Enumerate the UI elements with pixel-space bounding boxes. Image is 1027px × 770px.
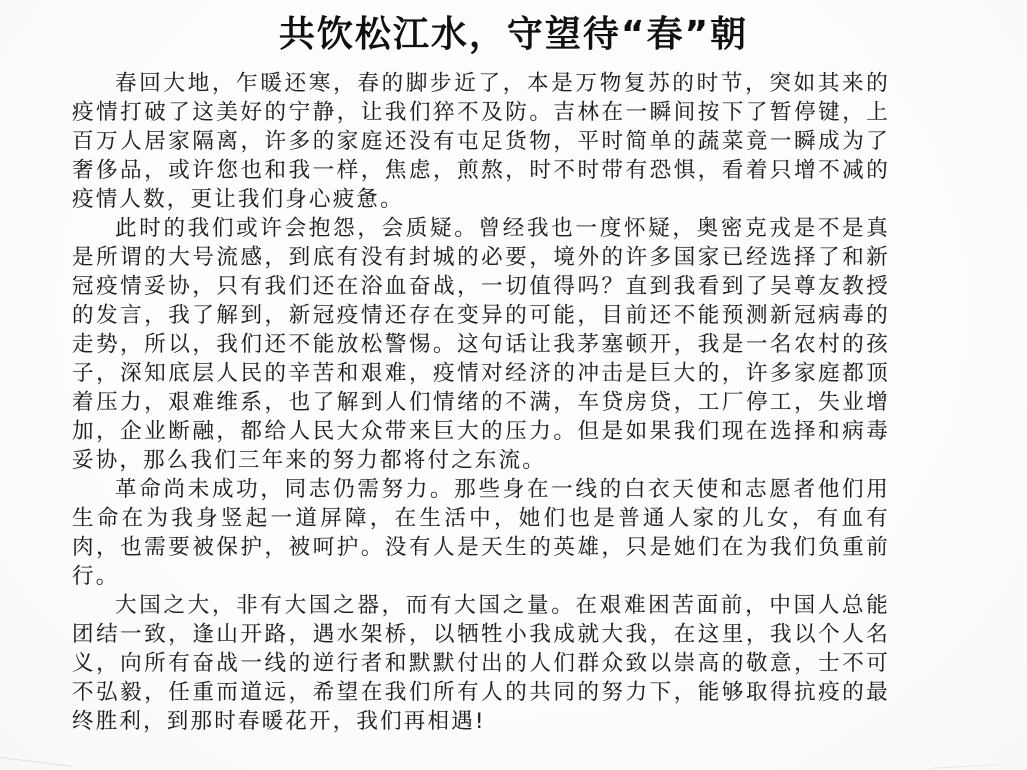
page-edge-mark-bottom-left — [0, 756, 72, 766]
paragraph-1: 春回大地，乍暖还寒，春的脚步近了，本是万物复苏的时节，突如其来的疫情打破了这美好的宁静，让我们猝不及防。吉林在一瞬间按下了暂停键，上百万人居家隔离，许多的家庭还没有屯足货物，平时简单的蔬菜竟一瞬成为了奢侈品，或许您也和我一样，焦虑，煎熬，时不时带有恐惧，看着只增不减的疫情人数，更让我们身心疲惫。 — [72, 71, 890, 212]
paragraph-4: 大国之大，非有大国之器，而有大国之量。在艰难困苦面前，中国人总能团结一致，逢山开路，遇水架桥，以牺牲小我成就大我，在这里，我以个人名义，向所有奋战一线的逆行者和默默付出的人们群众致以崇高的敬意，士不可不弘毅，任重而道远，希望在我们所有人的共同的努力下，能够取得抗疫的最终胜利，到那时春暖花开，我们再相遇! — [72, 593, 890, 734]
paragraph-3: 革命尚未成功，同志仍需努力。那些身在一线的白衣天使和志愿者他们用生命在为我身竖起一道屏障，在生活中，她们也是普通人家的儿女，有血有肉，也需要被保护，被呵护。没有人是天生的英雄，只是她们在为我们负重前行。 — [72, 477, 890, 589]
page-edge-mark-bottom-right — [929, 764, 999, 769]
paragraph-2: 此时的我们或许会抱怨，会质疑。曾经我也一度怀疑，奥密克戎是不是真是所谓的大号流感，到底有没有封城的必要，境外的许多国家已经选择了和新冠疫情妥协，只有我们还在浴血奋战，一切值得吗？直到我看到了吴尊友教授的发言，我了解到，新冠疫情还存在变异的可能，目前还不能预测新冠病毒的走势，所以，我们还不能放松警惕。这句话让我茅塞顿开，我是一名农村的孩子，深知底层人民的辛苦和艰难，疫情对经济的冲击是巨大的，许多家庭都顶着压力，艰难维系，也了解到人们情绪的不满，车贷房贷，工厂停工，失业增加，企业断融，都给人民大众带来巨大的压力。但是如果我们现在选择和病毒妥协，那么我们三年来的努力都将付之东流。 — [72, 216, 890, 473]
document-title: 共饮松江水，守望待“春”朝 — [278, 14, 749, 55]
document-body — [72, 69, 890, 736]
